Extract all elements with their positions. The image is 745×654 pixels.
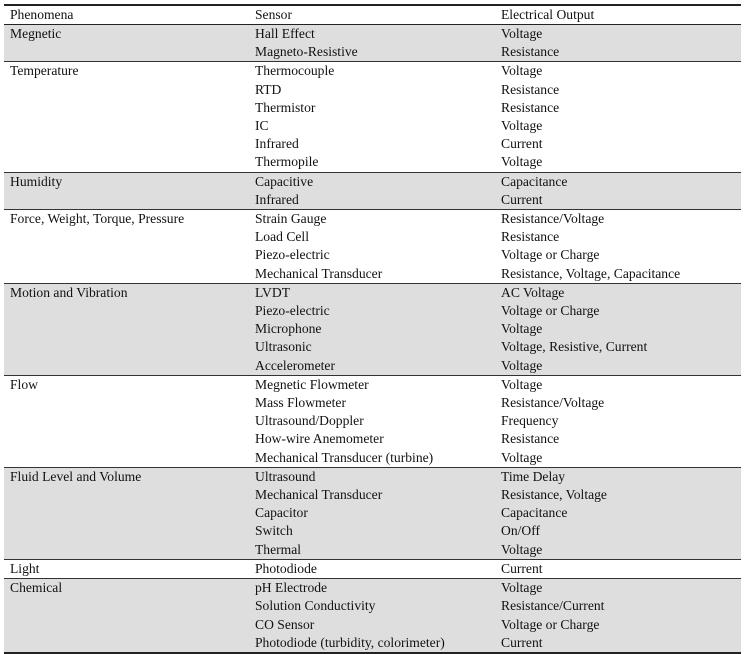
row-group (4, 62, 741, 172)
phenomena-cell (4, 338, 249, 356)
row-group (4, 579, 741, 652)
table-row (4, 467, 741, 486)
phenomena-cell (4, 265, 249, 284)
electrical-output-cell: AC Voltage (495, 283, 741, 302)
table-row (4, 210, 741, 229)
electrical-output-cell: Voltage (495, 62, 741, 81)
sensor-cell: Ultrasound (249, 467, 495, 486)
table-row (4, 99, 741, 117)
electrical-output-cell: Voltage, Resistive, Current (495, 338, 741, 356)
table-row (4, 338, 741, 356)
sensor-cell: IC (249, 117, 495, 135)
sensor-cell: How-wire Anemometer (249, 430, 495, 448)
sensor-cell: Ultrasound/Doppler (249, 412, 495, 430)
phenomena-cell (4, 302, 249, 320)
table-row (4, 191, 741, 210)
table-row (4, 504, 741, 522)
sensor-cell: Microphone (249, 320, 495, 338)
row-group (4, 25, 741, 62)
phenomena-cell: Temperature (4, 62, 249, 81)
electrical-output-cell: Resistance (495, 43, 741, 62)
sensor-cell: Capacitive (249, 172, 495, 191)
sensor-cell: Capacitor (249, 504, 495, 522)
electrical-output-cell: Current (495, 135, 741, 153)
phenomena-cell (4, 449, 249, 468)
sensor-cell: RTD (249, 81, 495, 99)
electrical-output-cell: Frequency (495, 412, 741, 430)
sensor-cell: Load Cell (249, 228, 495, 246)
sensor-cell: Infrared (249, 191, 495, 210)
row-group (4, 559, 741, 578)
sensor-cell: Piezo-electric (249, 302, 495, 320)
table-row (4, 43, 741, 62)
sensor-cell: Thermistor (249, 99, 495, 117)
sensor-cell: Mechanical Transducer (turbine) (249, 449, 495, 468)
table-header (4, 5, 741, 25)
phenomena-cell (4, 412, 249, 430)
electrical-output-cell: Voltage or Charge (495, 616, 741, 634)
phenomena-cell: Humidity (4, 172, 249, 191)
electrical-output-cell: Voltage (495, 357, 741, 376)
electrical-output-cell: Capacitance (495, 504, 741, 522)
table-row (4, 153, 741, 172)
phenomena-cell (4, 99, 249, 117)
electrical-output-cell: Voltage (495, 117, 741, 135)
electrical-output-cell: Resistance (495, 81, 741, 99)
table-row (4, 486, 741, 504)
table-row (4, 616, 741, 634)
row-group (4, 172, 741, 209)
sensor-table (4, 4, 741, 652)
electrical-output-cell: Resistance/Voltage (495, 210, 741, 229)
sensor-cell: Hall Effect (249, 25, 495, 44)
header-electrical-output: Electrical Output (501, 7, 595, 22)
row-group (4, 467, 741, 559)
sensor-cell: Piezo-electric (249, 246, 495, 264)
phenomena-cell (4, 320, 249, 338)
electrical-output-cell: Resistance/Voltage (495, 394, 741, 412)
phenomena-cell: Chemical (4, 579, 249, 598)
electrical-output-cell: Voltage (495, 449, 741, 468)
phenomena-cell: Fluid Level and Volume (4, 467, 249, 486)
table-row (4, 430, 741, 448)
table-row (4, 283, 741, 302)
electrical-output-cell: Resistance (495, 99, 741, 117)
electrical-output-cell: Resistance, Voltage, Capacitance (495, 265, 741, 284)
electrical-output-cell: Voltage (495, 579, 741, 598)
phenomena-cell (4, 504, 249, 522)
phenomena-cell (4, 634, 249, 652)
electrical-output-cell: Voltage (495, 320, 741, 338)
electrical-output-cell: Voltage (495, 25, 741, 44)
header-phenomena: Phenomena (10, 7, 74, 22)
electrical-output-cell: Time Delay (495, 467, 741, 486)
phenomena-cell: Motion and Vibration (4, 283, 249, 302)
table-row (4, 541, 741, 560)
electrical-output-cell: Current (495, 191, 741, 210)
row-group (4, 283, 741, 375)
electrical-output-cell: Current (495, 559, 741, 578)
sensor-cell: Photodiode (249, 559, 495, 578)
electrical-output-cell: Resistance/Current (495, 597, 741, 615)
table-row (4, 579, 741, 598)
sensor-cell: CO Sensor (249, 616, 495, 634)
table-row (4, 522, 741, 540)
table-row (4, 412, 741, 430)
sensor-cell: Megnetic Flowmeter (249, 375, 495, 394)
table-row (4, 246, 741, 264)
table-row (4, 265, 741, 284)
table-row (4, 449, 741, 468)
sensor-cell: Switch (249, 522, 495, 540)
phenomena-cell (4, 597, 249, 615)
electrical-output-cell: Resistance (495, 228, 741, 246)
phenomena-cell (4, 541, 249, 560)
sensor-cell: Thermal (249, 541, 495, 560)
phenomena-cell (4, 486, 249, 504)
sensor-cell: Mass Flowmeter (249, 394, 495, 412)
table-row (4, 375, 741, 394)
sensor-cell: Solution Conductivity (249, 597, 495, 615)
electrical-output-cell: Voltage (495, 375, 741, 394)
phenomena-cell: Force, Weight, Torque, Pressure (4, 210, 249, 229)
table-row (4, 320, 741, 338)
electrical-output-cell: Resistance, Voltage (495, 486, 741, 504)
row-group (4, 210, 741, 284)
sensor-table-document (4, 4, 741, 654)
table-row (4, 228, 741, 246)
phenomena-cell (4, 153, 249, 172)
electrical-output-cell: Capacitance (495, 172, 741, 191)
sensor-cell: Photodiode (turbidity, colorimeter) (249, 634, 495, 652)
electrical-output-cell: On/Off (495, 522, 741, 540)
sensor-cell: Ultrasonic (249, 338, 495, 356)
electrical-output-cell: Voltage (495, 153, 741, 172)
sensor-cell: Infrared (249, 135, 495, 153)
phenomena-cell (4, 394, 249, 412)
electrical-output-cell: Voltage (495, 541, 741, 560)
phenomena-cell (4, 522, 249, 540)
phenomena-cell (4, 228, 249, 246)
electrical-output-cell: Voltage or Charge (495, 246, 741, 264)
table-row (4, 634, 741, 652)
table-row (4, 302, 741, 320)
header-row (4, 5, 741, 25)
table-row (4, 357, 741, 376)
table-row (4, 62, 741, 81)
phenomena-cell (4, 246, 249, 264)
electrical-output-cell: Current (495, 634, 741, 652)
sensor-cell: Strain Gauge (249, 210, 495, 229)
electrical-output-cell: Resistance (495, 430, 741, 448)
phenomena-cell (4, 81, 249, 99)
table-row (4, 394, 741, 412)
phenomena-cell (4, 616, 249, 634)
table-row (4, 81, 741, 99)
row-group (4, 375, 741, 467)
table-row (4, 25, 741, 44)
sensor-cell: Mechanical Transducer (249, 486, 495, 504)
table-row (4, 172, 741, 191)
sensor-cell: Thermocouple (249, 62, 495, 81)
header-sensor: Sensor (255, 7, 293, 22)
phenomena-cell (4, 430, 249, 448)
sensor-cell: Magneto-Resistive (249, 43, 495, 62)
table-row (4, 117, 741, 135)
electrical-output-cell: Voltage or Charge (495, 302, 741, 320)
phenomena-cell: Light (4, 559, 249, 578)
table-row (4, 135, 741, 153)
phenomena-cell: Megnetic (4, 25, 249, 44)
phenomena-cell: Flow (4, 375, 249, 394)
phenomena-cell (4, 117, 249, 135)
table-row (4, 597, 741, 615)
sensor-cell: Thermopile (249, 153, 495, 172)
phenomena-cell (4, 191, 249, 210)
table-row (4, 559, 741, 578)
phenomena-cell (4, 43, 249, 62)
phenomena-cell (4, 357, 249, 376)
sensor-cell: Mechanical Transducer (249, 265, 495, 284)
phenomena-cell (4, 135, 249, 153)
sensor-cell: LVDT (249, 283, 495, 302)
sensor-cell: Accelerometer (249, 357, 495, 376)
sensor-cell: pH Electrode (249, 579, 495, 598)
